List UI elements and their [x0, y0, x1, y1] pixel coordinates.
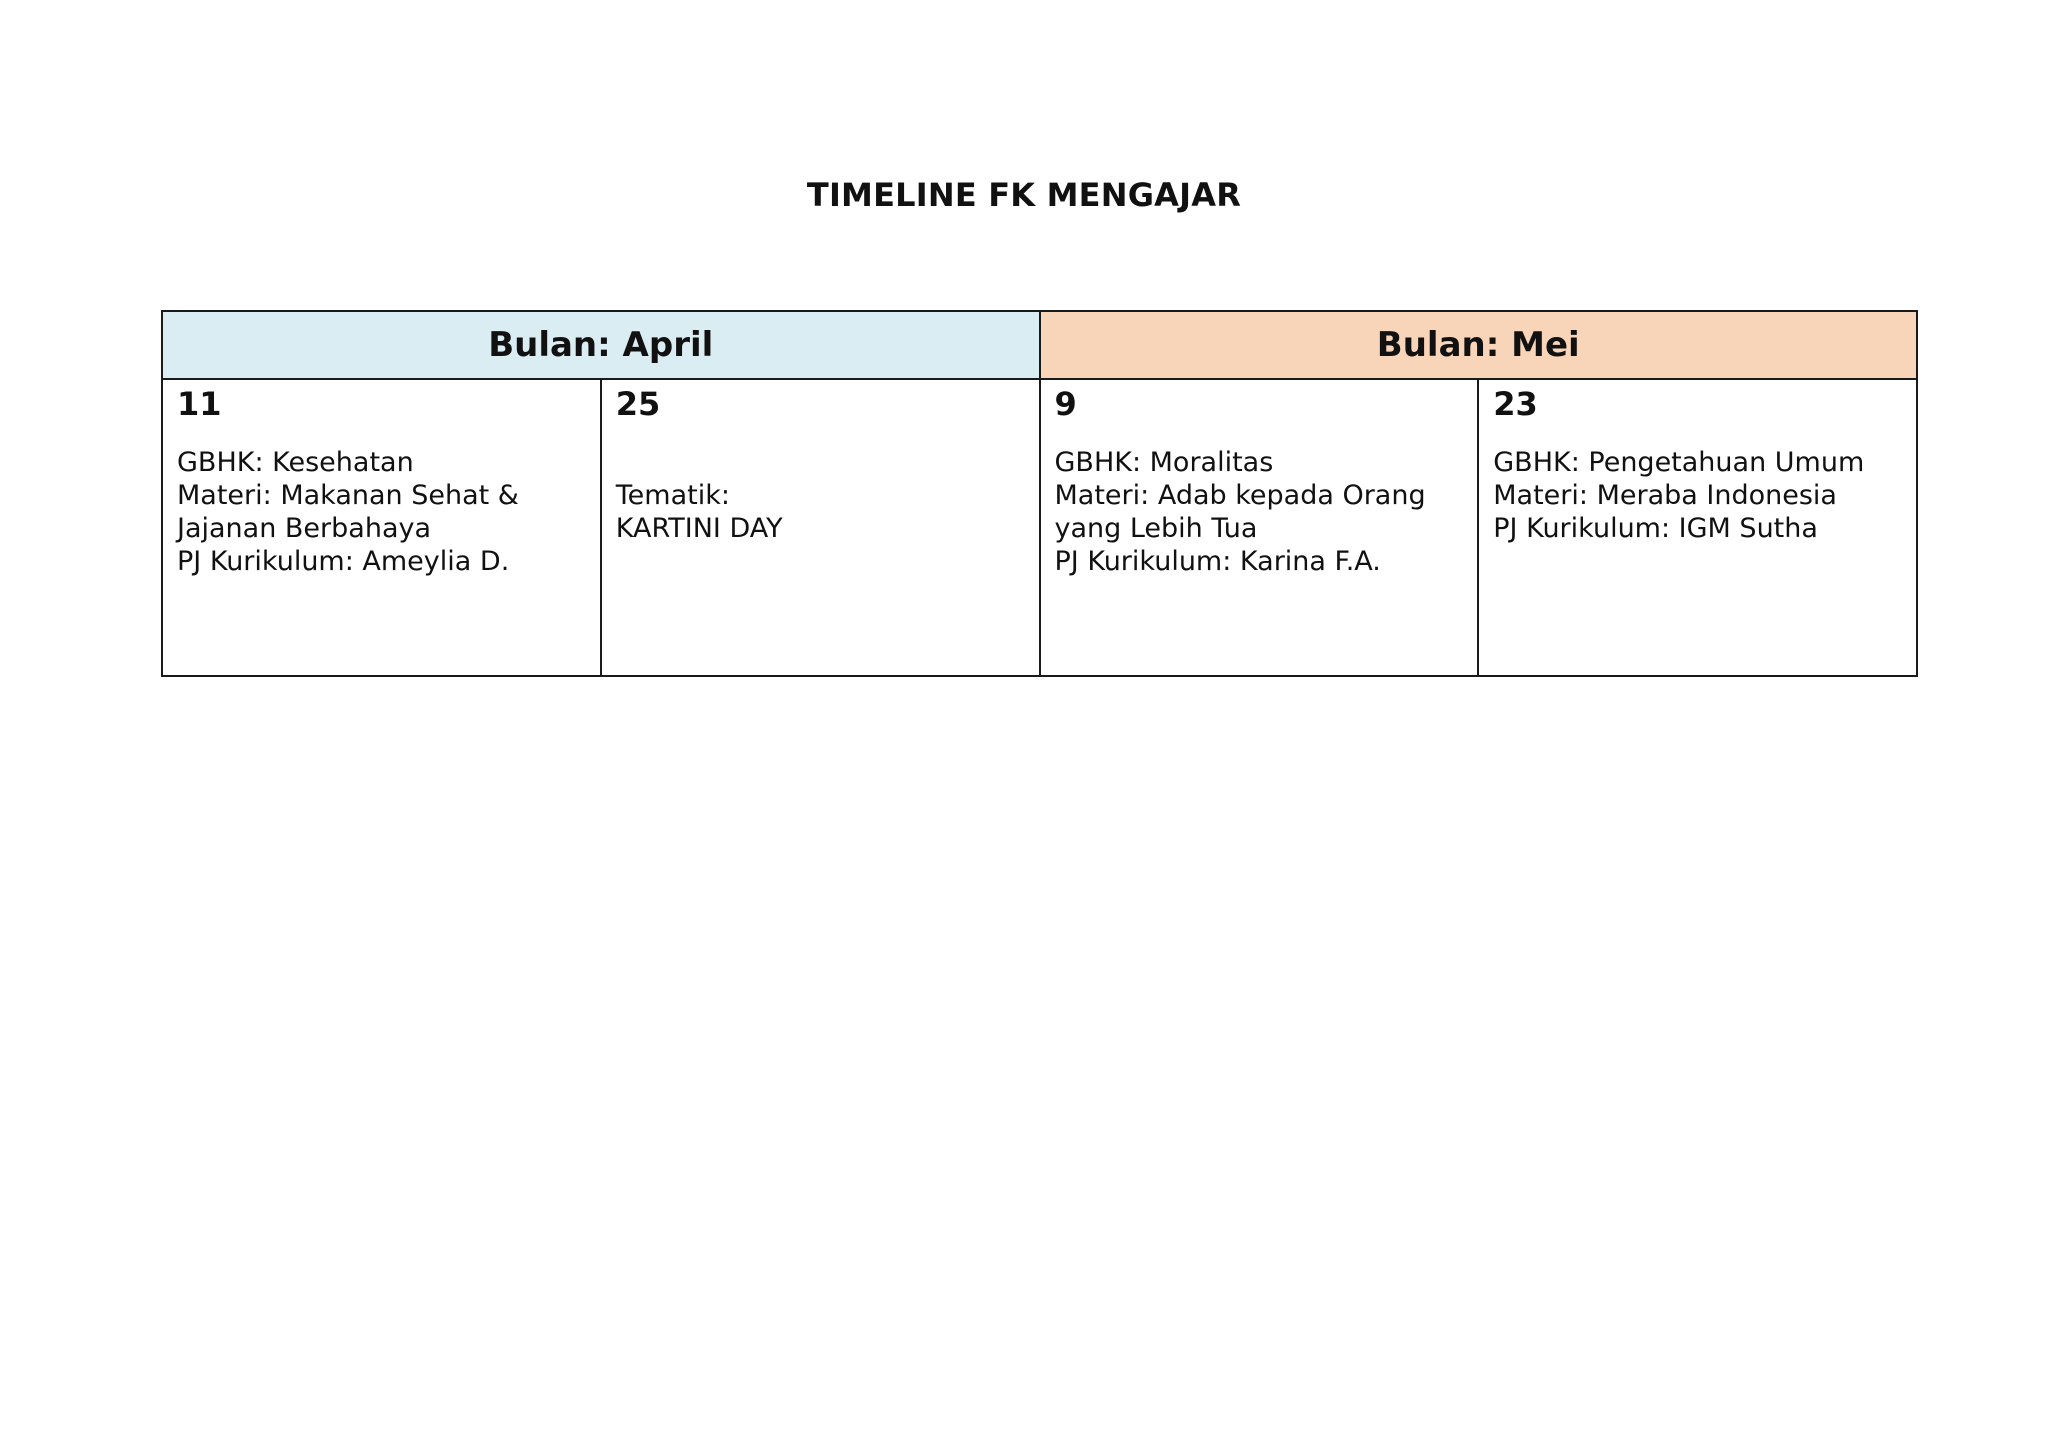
- week-date: 25: [615, 385, 661, 423]
- month-header-april: Bulan: April: [162, 311, 1040, 379]
- week-cell-mei-23: [1478, 379, 1917, 676]
- week-curriculum-lead: PJ Kurikulum: IGM Sutha: [1493, 512, 1818, 544]
- month-header-row: [162, 311, 1917, 379]
- week-theme-label: Tematik:: [615, 479, 730, 511]
- month-header-mei: Bulan: Mei: [1040, 311, 1918, 379]
- week-cell-april-25: [601, 379, 1040, 676]
- week-date: 11: [177, 385, 222, 423]
- week-material: Materi: Adab kepada Orang: [1054, 479, 1426, 511]
- spacer: [616, 446, 1027, 479]
- week-topic: GBHK: Kesehatan: [177, 446, 414, 478]
- week-topic: GBHK: Pengetahuan Umum: [1493, 446, 1865, 478]
- page-title: TIMELINE FK MENGAJAR: [806, 176, 1242, 214]
- week-date: 9: [1054, 385, 1077, 423]
- week-cell-april-11: [162, 379, 601, 676]
- week-row: [162, 379, 1917, 676]
- week-material-continued: yang Lebih Tua: [1054, 512, 1258, 544]
- week-material: Materi: Makanan Sehat &: [177, 479, 519, 511]
- timeline-table: [161, 310, 1918, 677]
- week-material: Materi: Meraba Indonesia: [1493, 479, 1837, 511]
- week-curriculum-lead: PJ Kurikulum: Ameylia D.: [177, 545, 510, 577]
- week-date: 23: [1493, 385, 1538, 423]
- week-curriculum-lead: PJ Kurikulum: Karina F.A.: [1054, 545, 1381, 577]
- week-material-continued: Jajanan Berbahaya: [177, 512, 432, 544]
- week-theme-value: KARTINI DAY: [615, 512, 783, 544]
- week-topic: GBHK: Moralitas: [1054, 446, 1274, 478]
- week-cell-mei-9: [1040, 379, 1479, 676]
